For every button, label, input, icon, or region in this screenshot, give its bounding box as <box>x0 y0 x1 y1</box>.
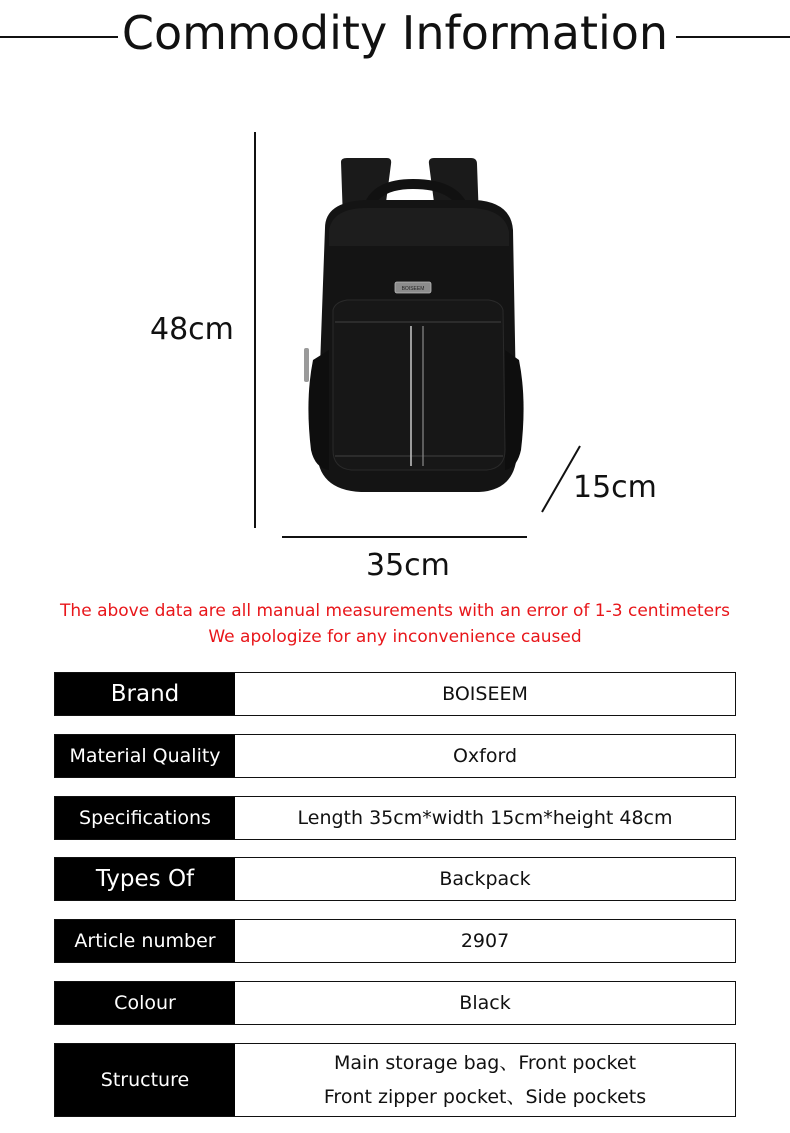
spec-value-colour: Black <box>235 982 735 1024</box>
page-title: Commodity Information <box>0 4 790 62</box>
height-dimension-line <box>254 132 256 528</box>
spec-value-specifications: Length 35cm*width 15cm*height 48cm <box>235 797 735 839</box>
spec-value-types: Backpack <box>235 858 735 900</box>
spec-label-material: Material Quality <box>55 735 235 777</box>
width-dimension-line <box>282 536 527 538</box>
measurement-notice-line-1: The above data are all manual measurements with an error of 1-3 centimeters <box>60 601 730 621</box>
structure-line-2: Front zipper pocket、Side pockets <box>323 1086 647 1108</box>
height-label: 48cm <box>150 312 234 347</box>
depth-label: 15cm <box>573 470 657 505</box>
structure-line-1: Main storage bag、Front pocket <box>333 1052 637 1074</box>
spec-value-material: Oxford <box>235 735 735 777</box>
backpack-logo: BOISEEM <box>401 286 425 292</box>
spec-label-colour: Colour <box>55 982 235 1024</box>
title-section <box>0 0 790 70</box>
spec-value-structure <box>235 1044 735 1116</box>
spec-row-article <box>54 919 736 963</box>
spec-label-article: Article number <box>55 920 235 962</box>
spec-row-material <box>54 734 736 778</box>
spec-label-brand: Brand <box>55 673 235 715</box>
spec-value-brand: BOISEEM <box>235 673 735 715</box>
spec-label-structure: Structure <box>55 1044 235 1116</box>
spec-row-brand <box>54 672 736 716</box>
spec-label-types: Types Of <box>55 858 235 900</box>
spec-row-types <box>54 857 736 901</box>
spec-row-specifications <box>54 796 736 840</box>
spec-label-specifications: Specifications <box>55 797 235 839</box>
spec-row-colour <box>54 981 736 1025</box>
measurement-notice-line-2: We apologize for any inconvenience caused <box>208 627 582 647</box>
backpack-image <box>295 150 545 510</box>
spec-row-structure <box>54 1043 736 1117</box>
spec-value-article: 2907 <box>235 920 735 962</box>
width-label: 35cm <box>366 548 450 583</box>
